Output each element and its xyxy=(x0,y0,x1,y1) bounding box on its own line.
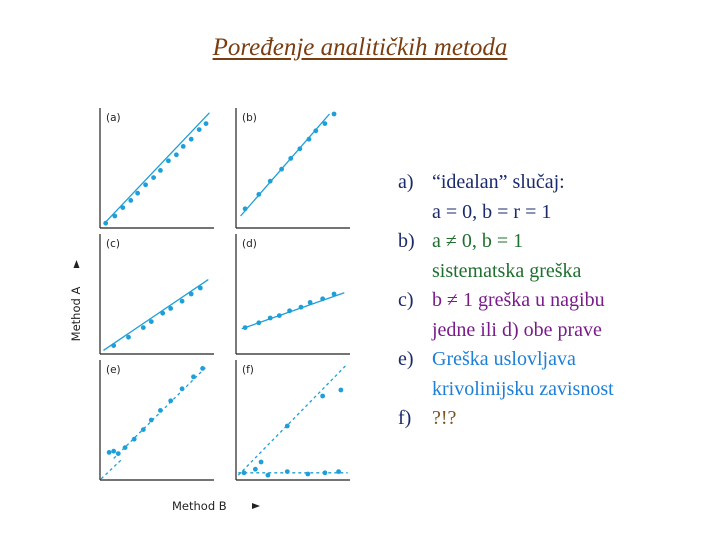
note-letter: c) xyxy=(398,289,414,311)
y-axis-arrow-icon xyxy=(74,260,80,268)
note-text: krivolinijsku zavisnost xyxy=(432,377,614,400)
data-point xyxy=(297,146,302,151)
scatter-panel xyxy=(100,234,214,354)
data-point xyxy=(128,198,133,203)
note-item xyxy=(398,198,698,228)
data-point xyxy=(189,137,194,142)
data-point xyxy=(338,388,343,393)
data-point xyxy=(279,167,284,172)
data-point xyxy=(120,205,125,210)
data-point xyxy=(123,445,128,450)
data-point xyxy=(151,175,156,180)
data-point xyxy=(111,343,116,348)
note-text: b ≠ 1 greška u nagibu xyxy=(432,289,605,311)
data-point xyxy=(149,319,154,324)
data-point xyxy=(191,374,196,379)
note-text: sistematska greška xyxy=(432,259,582,282)
panel-label: (b) xyxy=(242,112,257,124)
data-point xyxy=(107,450,112,455)
data-point xyxy=(285,469,290,474)
note-item xyxy=(398,316,698,346)
regression-line xyxy=(105,113,210,223)
note-item xyxy=(398,168,698,198)
data-point xyxy=(332,112,337,117)
data-point xyxy=(305,472,310,477)
reference-line xyxy=(101,458,123,478)
slide-title: Poređenje analitičkih metoda xyxy=(212,34,508,61)
note-item xyxy=(398,345,698,375)
note-item xyxy=(398,227,698,257)
regression-line xyxy=(103,280,208,351)
data-point xyxy=(320,296,325,301)
data-point xyxy=(253,467,258,472)
data-point xyxy=(323,121,328,126)
data-point xyxy=(285,424,290,429)
note-letter xyxy=(398,375,432,405)
scatter-panel xyxy=(236,360,350,480)
data-point xyxy=(268,316,273,321)
data-point xyxy=(180,299,185,304)
data-point xyxy=(158,168,163,173)
data-point xyxy=(181,144,186,149)
panel-label: (e) xyxy=(106,364,121,376)
data-point xyxy=(259,460,264,465)
note-item xyxy=(398,404,698,434)
note-item xyxy=(398,257,698,287)
note-letter: a) xyxy=(398,171,414,193)
data-point xyxy=(135,191,140,196)
data-point xyxy=(299,305,304,310)
data-point xyxy=(204,121,209,126)
data-point xyxy=(132,437,137,442)
data-point xyxy=(126,335,131,340)
data-point xyxy=(200,366,205,371)
x-axis-title xyxy=(172,499,260,513)
data-point xyxy=(149,418,154,423)
note-text: a = 0, b = r = 1 xyxy=(432,200,552,223)
note-letter xyxy=(398,257,432,287)
data-point xyxy=(242,470,247,475)
data-point xyxy=(320,394,325,399)
note-letter xyxy=(398,198,432,228)
data-point xyxy=(268,179,273,184)
data-point xyxy=(277,313,282,318)
panel-label: (f) xyxy=(242,364,254,376)
data-point xyxy=(174,152,179,157)
data-point xyxy=(266,473,271,478)
data-point xyxy=(243,206,248,211)
note-letter xyxy=(398,316,432,346)
data-point xyxy=(197,127,202,132)
note-item xyxy=(398,375,698,405)
scatter-panel xyxy=(100,360,214,480)
note-letter: b) xyxy=(398,230,415,252)
note-text: “idealan” slučaj: xyxy=(432,171,565,193)
method-comparison-figure xyxy=(60,96,360,526)
data-point xyxy=(141,427,146,432)
data-point xyxy=(112,214,117,219)
data-point xyxy=(313,128,318,133)
note-letter: f) xyxy=(398,407,412,429)
data-point xyxy=(141,325,146,330)
panel-label: (a) xyxy=(106,112,121,124)
note-text: ?!? xyxy=(432,407,457,429)
data-point xyxy=(288,156,293,161)
scatter-panel xyxy=(236,108,350,228)
notes-list xyxy=(398,168,698,434)
data-point xyxy=(307,137,312,142)
data-point xyxy=(256,320,261,325)
regression-line xyxy=(238,365,346,475)
y-axis-title xyxy=(69,260,83,341)
data-point xyxy=(308,300,313,305)
panel-label: (d) xyxy=(242,238,257,250)
data-point xyxy=(103,221,108,226)
data-point xyxy=(256,192,261,197)
note-letter: e) xyxy=(398,348,414,370)
data-point xyxy=(168,306,173,311)
data-point xyxy=(158,408,163,413)
data-point xyxy=(198,286,203,291)
data-point xyxy=(336,469,341,474)
data-point xyxy=(323,470,328,475)
y-axis-label: Method A xyxy=(69,286,83,342)
x-axis-arrow-icon xyxy=(252,503,260,509)
scatter-panel xyxy=(100,108,214,228)
data-point xyxy=(168,398,173,403)
scatter-panel xyxy=(236,234,350,354)
data-point xyxy=(287,308,292,313)
panel-label: (c) xyxy=(106,238,120,250)
panel-grid xyxy=(100,108,350,480)
data-point xyxy=(189,292,194,297)
data-point xyxy=(160,311,165,316)
note-item xyxy=(398,286,698,316)
note-text: jedne ili d) obe prave xyxy=(432,318,602,341)
note-text: Greška uslovljava xyxy=(432,348,576,370)
data-point xyxy=(180,386,185,391)
data-point xyxy=(111,449,116,454)
x-axis-label: Method B xyxy=(172,499,227,513)
data-point xyxy=(143,182,148,187)
data-point xyxy=(243,325,248,330)
data-point xyxy=(332,292,337,297)
data-point xyxy=(116,451,121,456)
note-text: a ≠ 0, b = 1 xyxy=(432,230,524,252)
data-point xyxy=(166,158,171,163)
